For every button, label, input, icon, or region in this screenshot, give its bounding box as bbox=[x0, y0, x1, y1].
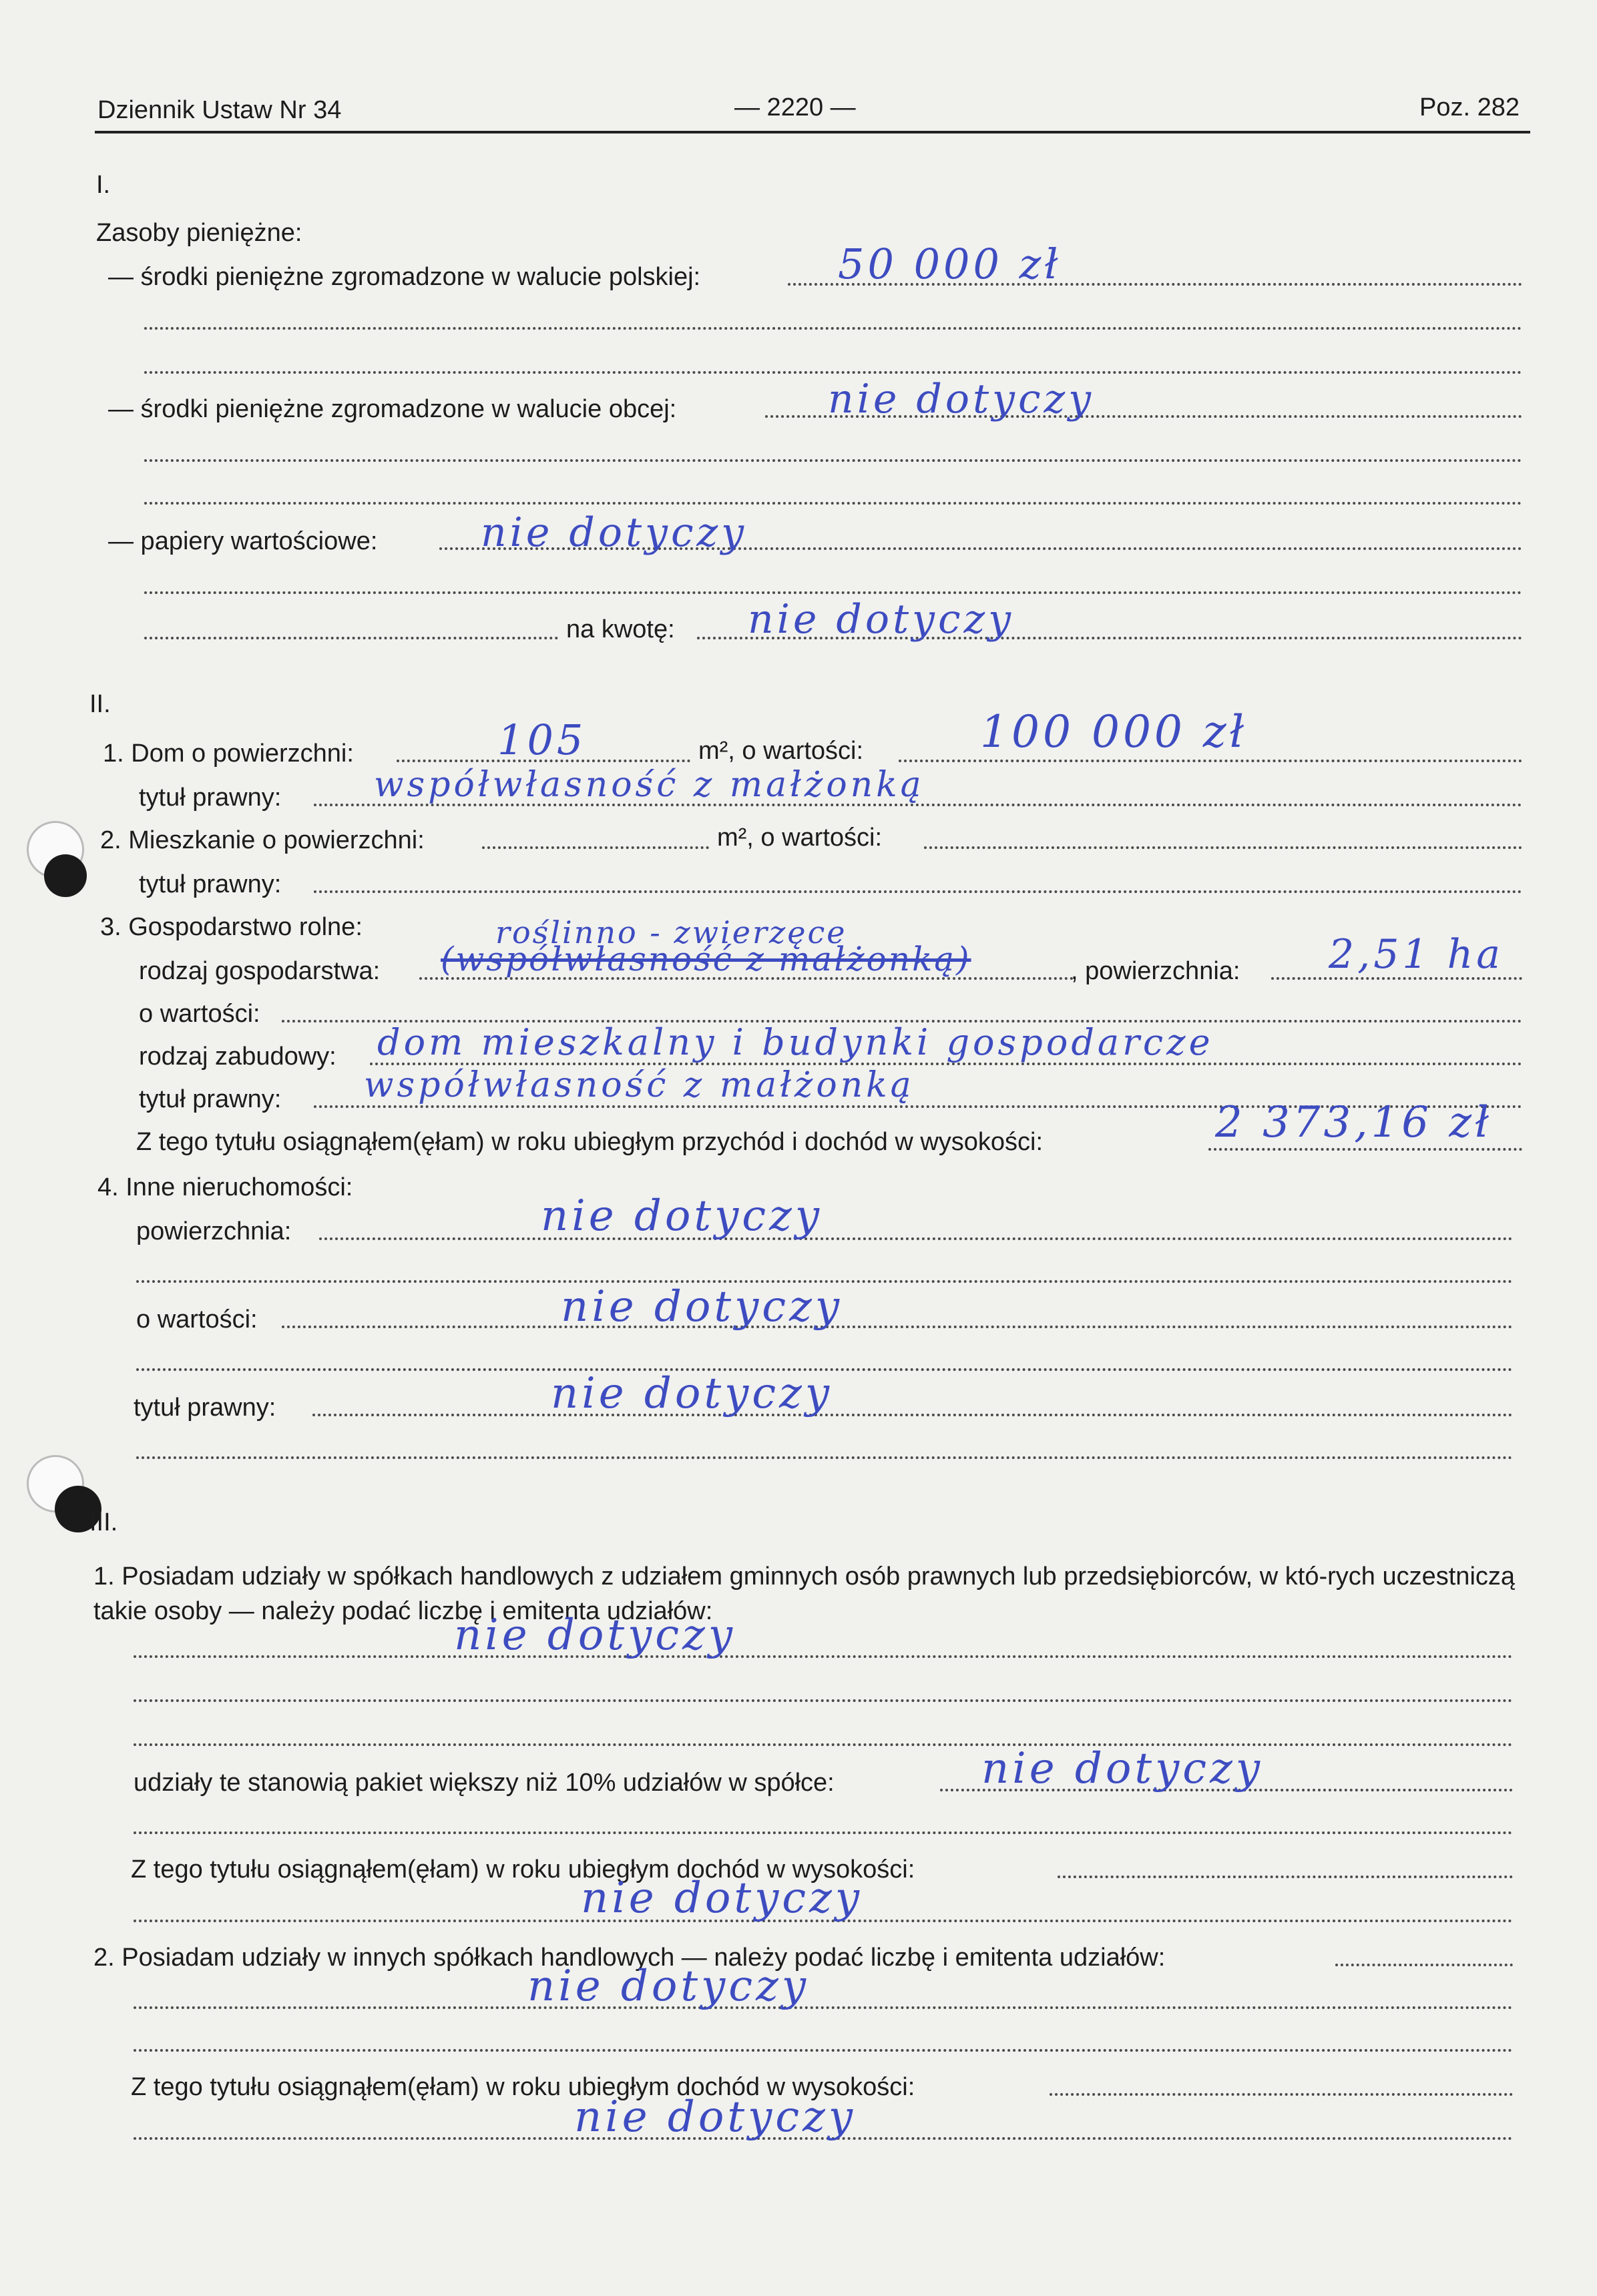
shares-municipal-line-3 bbox=[134, 1743, 1513, 1746]
house-title: współwłasność z małżonką bbox=[374, 765, 925, 805]
securities-label: — papiery wartościowe: bbox=[108, 527, 378, 555]
section-1-heading: I. bbox=[96, 171, 111, 199]
farm-title-label: tytuł prawny: bbox=[139, 1085, 282, 1113]
farm-buildings: dom mieszkalny i budynki gospodarcze bbox=[377, 1021, 1214, 1063]
header-journal: Dziennik Ustaw Nr 34 bbox=[97, 96, 342, 124]
shares-municipal-question: 1. Posiadam udziały w spółkach handlowych z udziałem gminnych osób prawnych lub przedsiębiorców, w któ-rych uczestniczą takie osoby — należy podać liczbę i emitenta udziałów: bbox=[93, 1562, 1516, 1625]
house-value-line bbox=[899, 760, 1522, 762]
other-shares-line-1 bbox=[134, 2006, 1513, 2009]
foreign-funds-line-2 bbox=[144, 459, 1522, 462]
farm-type-struck: (współwłasność z małżonką) bbox=[441, 940, 971, 978]
house-value: 100 000 zł bbox=[980, 706, 1248, 758]
other-shares-income-label: Z tego tytułu osiągnąłem(ęłam) w roku ubiegłym dochód w wysokości: bbox=[131, 2073, 915, 2101]
farm-title: współwłasność z małżonką bbox=[364, 1065, 915, 1105]
farm-label: 3. Gospodarstwo rolne: bbox=[100, 913, 363, 941]
foreign-funds-label: — środki pieniężne zgromadzone w walucie obcej: bbox=[108, 395, 677, 423]
other-shares-income-answer: nie dotyczy bbox=[574, 2092, 856, 2142]
securities-line-2 bbox=[144, 591, 1522, 594]
farm-income: 2 373,16 zł bbox=[1215, 1098, 1492, 1147]
farm-area: 2,51 ha bbox=[1329, 931, 1504, 978]
house-area: 105 bbox=[497, 715, 587, 764]
flat-label: 2. Mieszkanie o powierzchni: bbox=[100, 826, 425, 854]
pln-funds-line-3 bbox=[144, 371, 1522, 374]
header-page-number: — 2220 — bbox=[734, 93, 856, 121]
section-1-title: Zasoby pieniężne: bbox=[96, 219, 302, 247]
punch-hole bbox=[44, 854, 87, 897]
package-label: udziały te stanowią pakiet większy niż 10% udziałów w spółce: bbox=[134, 1769, 835, 1797]
farm-value-label: o wartości: bbox=[139, 1000, 260, 1028]
house-title-label: tytuł prawny: bbox=[139, 784, 282, 812]
flat-value-line bbox=[924, 846, 1522, 849]
flat-title-label: tytuł prawny: bbox=[139, 870, 282, 898]
shares-municipal-income-line bbox=[1058, 1876, 1513, 1878]
amount-label: na kwotę: bbox=[566, 615, 675, 643]
other-shares-label: 2. Posiadam udziały w innych spółkach handlowych — należy podać liczbę i emitenta udziałów: bbox=[93, 1944, 1166, 1972]
farm-income-label: Z tego tytułu osiągnąłem(ęłam) w roku ubiegłym przychód i dochód w wysokości: bbox=[136, 1128, 1044, 1156]
other-title: nie dotyczy bbox=[551, 1369, 833, 1418]
other-shares-income-line bbox=[1050, 2093, 1513, 2096]
farm-type-above: roślinno - zwierzęce bbox=[495, 914, 847, 950]
shares-municipal-answer: nie dotyczy bbox=[454, 1611, 736, 1660]
amount-line-left bbox=[144, 637, 558, 639]
other-label: 4. Inne nieruchomości: bbox=[97, 1173, 353, 1201]
securities-answer: nie dotyczy bbox=[481, 509, 748, 556]
other-area: nie dotyczy bbox=[541, 1191, 823, 1241]
other-shares-line-end bbox=[1335, 1964, 1513, 1966]
package-line-2 bbox=[134, 1831, 1513, 1834]
house-label: 1. Dom o powierzchni: bbox=[103, 740, 354, 768]
section-3-heading: III. bbox=[89, 1508, 118, 1536]
other-value: nie dotyczy bbox=[561, 1282, 843, 1332]
shares-municipal-income-label: Z tego tytułu osiągnąłem(ęłam) w roku ubiegłym dochód w wysokości: bbox=[131, 1855, 915, 1884]
foreign-funds-line-3 bbox=[144, 502, 1522, 505]
other-title-label: tytuł prawny: bbox=[134, 1394, 276, 1422]
header-position: Poz. 282 bbox=[1419, 93, 1520, 121]
other-shares-line-2 bbox=[134, 2049, 1513, 2052]
house-unit-label: m², o wartości: bbox=[698, 737, 864, 765]
shares-municipal-line-1 bbox=[134, 1655, 1513, 1658]
other-shares-answer: nie dotyczy bbox=[527, 1962, 809, 2011]
package-answer: nie dotyczy bbox=[981, 1744, 1263, 1793]
farm-income-line bbox=[1208, 1148, 1522, 1151]
flat-title-line bbox=[314, 890, 1522, 893]
pln-funds-line-2 bbox=[144, 327, 1522, 330]
farm-type-label: rodzaj gospodarstwa: bbox=[139, 957, 381, 985]
other-area-label: powierzchnia: bbox=[136, 1217, 292, 1245]
other-title-line bbox=[312, 1414, 1513, 1416]
section-2-heading: II. bbox=[89, 690, 111, 718]
flat-area-line bbox=[482, 846, 709, 849]
pln-funds-answer: 50 000 zł bbox=[838, 240, 1062, 288]
flat-unit-label: m², o wartości: bbox=[717, 824, 883, 852]
foreign-funds-answer: nie dotyczy bbox=[828, 376, 1095, 422]
other-area-line bbox=[319, 1237, 1513, 1240]
pln-funds-label: — środki pieniężne zgromadzone w walucie polskiej: bbox=[108, 263, 701, 291]
header-rule bbox=[95, 131, 1530, 133]
other-value-line bbox=[282, 1326, 1513, 1328]
other-value-label: o wartości: bbox=[136, 1306, 258, 1334]
shares-municipal-line-2 bbox=[134, 1699, 1513, 1702]
shares-municipal-income-answer: nie dotyczy bbox=[581, 1874, 863, 1923]
farm-buildings-label: rodzaj zabudowy: bbox=[139, 1043, 336, 1071]
farm-area-label: , powierzchnia: bbox=[1071, 957, 1240, 985]
other-title-line-2 bbox=[136, 1456, 1513, 1459]
amount-answer: nie dotyczy bbox=[748, 596, 1015, 643]
